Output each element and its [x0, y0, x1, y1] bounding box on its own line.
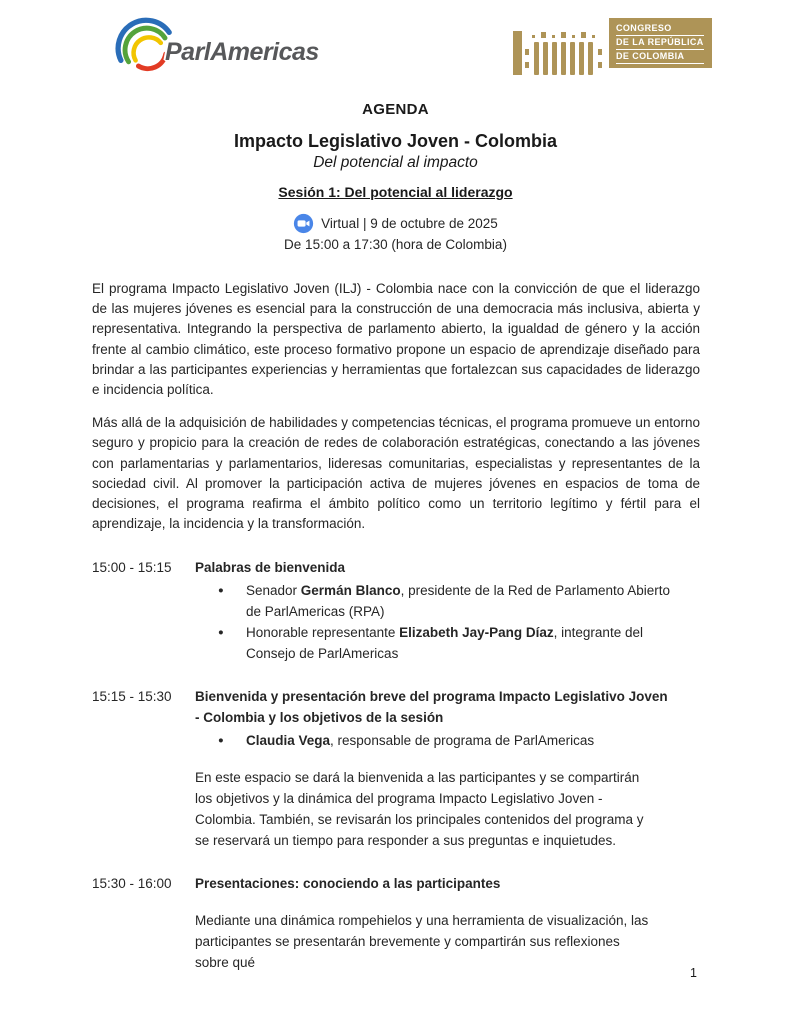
congreso-logo-line: DE COLOMBIA: [616, 50, 704, 64]
parlamericas-logo: [103, 17, 319, 87]
page-number: 1: [690, 966, 697, 980]
speaker-item: [195, 622, 700, 664]
agenda-row-1: [92, 557, 700, 664]
agenda-item-title: Palabras de bienvenida: [195, 560, 346, 576]
speaker-item: [195, 580, 700, 622]
speaker-name: Elizabeth Jay-Pang Díaz: [399, 625, 554, 641]
speaker-name: Germán Blanco: [300, 583, 401, 599]
agenda-row-3: [92, 873, 700, 973]
agenda-item-description: Mediante una dinámica rompehielos y una herramienta de visualización, las participantes se presentarán brevemente y compartirán sus reflexiones sobre qué: [195, 913, 649, 971]
speaker-name: Claudia Vega: [246, 733, 331, 749]
session-title: Sesión 1: Del potencial al liderazgo: [278, 184, 513, 200]
congreso-logo-colon-left: [525, 42, 529, 75]
congreso-colombia-logo: [513, 18, 712, 75]
congreso-logo-line: DE LA REPÚBLICA: [616, 36, 704, 50]
document-subtitle: Del potencial al impacto: [313, 154, 478, 171]
meeting-info-line: [0, 213, 791, 234]
agenda-section: [92, 557, 700, 973]
agenda-time: 15:30 - 16:00: [92, 876, 172, 892]
intro-paragraph-2: Más allá de la adquisición de habilidades y competencias técnicas, el programa promueve un entorno seguro y propicio para la creación de redes de colaboración estratégicas, conectando a las jóvenes con parlamentarias y parlamentarios, lideresas comunitarias, especialistas y representantes de la sociedad civil. Al promover la participación activa de mujeres jóvenes en espacios de toma de decisiones, el programa reafirma el ámbito político como un territorio legítimo y fértil para el aprendizaje, la incidencia y la transformación.: [92, 415, 700, 532]
congreso-logo-textbox: [609, 18, 712, 68]
bullet-icon: ●: [218, 735, 224, 747]
agenda-kicker: AGENDA: [362, 101, 429, 118]
bullet-icon: ●: [218, 627, 224, 639]
parlamericas-logo-text: ParlAmericas: [165, 37, 319, 66]
intro-paragraph-1: El programa Impacto Legislativo Joven (ILJ) - Colombia nace con la convicción de que el liderazgo de las mujeres jóvenes es esencial para la construcción de una democracia más inclusiva, abierta y representativa. Integrando la perspectiva de parlamento abierto, la igualdad de género y la acción frente al cambio climático, este proceso formativo propone un espacio de aprendizaje diseñado para brindar a las participantes experiencias y herramientas que fortalezcan sus capacidades de liderazgo e incidencia política.: [92, 281, 700, 398]
agenda-time: 15:00 - 15:15: [92, 560, 172, 576]
agenda-item-title: Presentaciones: conociendo a las participantes: [195, 876, 501, 892]
speaker-list: [195, 580, 700, 664]
document-title: Impacto Legislativo Joven - Colombia: [233, 131, 558, 151]
zoom-video-icon: [293, 213, 314, 234]
speaker-text: Senador Germán Blanco, presidente de la Red de Parlamento Abierto de ParlAmericas (RPA): [246, 583, 670, 620]
title-block: [0, 101, 791, 252]
congreso-logo-capitol-icon: [532, 32, 595, 75]
agenda-row-2: [92, 686, 700, 851]
agenda-item-title: Bienvenida y presentación breve del programa Impacto Legislativo Joven - Colombia y los objetivos de la sesión: [195, 689, 668, 726]
congreso-logo-bar: [513, 31, 522, 75]
congreso-logo-colon-right: [598, 42, 602, 75]
agenda-content: [195, 686, 700, 851]
agenda-time: 15:15 - 15:30: [92, 689, 172, 705]
bullet-icon: ●: [218, 585, 224, 597]
agenda-content: [195, 557, 700, 664]
intro-section: [92, 279, 700, 534]
agenda-content: [195, 873, 700, 973]
speaker-text: Honorable representante Elizabeth Jay-Pang Díaz, integrante del Consejo de ParlAmericas: [246, 625, 643, 662]
agenda-item-description: En este espacio se dará la bienvenida a las participantes y se compartirán los objetivos y la dinámica del programa Impacto Legislativo Joven - Colombia. También, se revisarán los principales contenidos del programa y se reservará un tiempo para responder a sus preguntas e inquietudes.: [195, 770, 644, 849]
page-header: [0, 0, 791, 87]
meeting-time: De 15:00 a 17:30 (hora de Colombia): [284, 237, 507, 252]
congreso-logo-line: CONGRESO: [616, 22, 704, 36]
speaker-item: [195, 730, 700, 751]
meeting-mode-date: Virtual | 9 de octubre de 2025: [321, 216, 498, 231]
speaker-text: Claudia Vega, responsable de programa de ParlAmericas: [246, 733, 595, 749]
speaker-list: [195, 730, 700, 751]
